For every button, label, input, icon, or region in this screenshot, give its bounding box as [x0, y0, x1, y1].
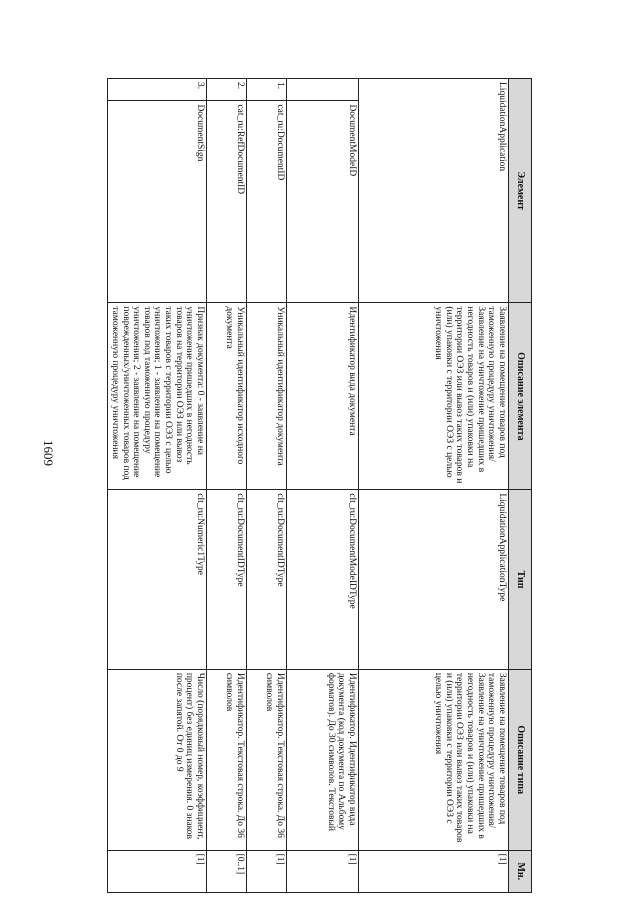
row-element-description: Признак документа: 0 - заявление на уничтожение пришедших в негодность товаров на территории ОЭЗ или вывоз таких товаров с территории ОЭЗ с целью уничтожения; 1 - заявление на помещение товаров под таможенную процедуру уничтожения; 2 - заявление на помещение поврежденных/уничтоженных товаров под таможенную процедуру уничтожения [108, 303, 207, 490]
row-index: 2. [207, 79, 247, 101]
row-multiplicity: [1] [247, 850, 287, 892]
row-type: clt_ru:DocumentIDType [247, 490, 287, 670]
page-number: 1609 [41, 440, 56, 466]
table-header-row [509, 79, 532, 893]
row-index: 1. [247, 79, 287, 101]
header-type-description: Описание типа [509, 669, 532, 850]
row-multiplicity: [1] [359, 850, 509, 892]
header-multiplicity: Мн. [509, 850, 532, 892]
row-index: 3. [108, 79, 207, 101]
row-element: cat_ru:DocumentID [247, 101, 287, 303]
row-multiplicity: [0..1] [207, 850, 247, 892]
row-element-description: Уникальный идентификатор документа [247, 303, 287, 490]
row-type-description: Идентификатор. Текстовая строка. До 36 символов [247, 669, 287, 850]
row-multiplicity: [1] [287, 850, 359, 892]
row-type-description: Число (порядковый номер, коэффициент, процент) без единиц измерения. 0 знаков после запятой. От 0 до 9 [108, 669, 207, 850]
row-element: cat_ru:RefDocumentID [207, 101, 247, 303]
spec-table [107, 78, 532, 893]
row-element-description: Заявление на помещение товаров под таможенную процедуру уничтожения/Заявление на уничтожение пришедших в негодность товаров и (или) упаковки на территории ОЭЗ или вывоз таких товаров и (или) упаковки с территории ОЭЗ с целью уничтожения [359, 303, 509, 490]
row-type-description: Идентификатор. Идентификатор вида документа (код документа по Альбому форматов). До 30 символов. Текстовый [287, 669, 359, 850]
table-row [287, 79, 359, 893]
rotated-table-container [102, 78, 532, 893]
row-type-description: Идентификатор. Текстовая строка. До 36 символов [207, 669, 247, 850]
table-row [108, 79, 207, 893]
row-element: DocumentModeID [287, 101, 359, 303]
table-row [359, 79, 509, 893]
row-element-description: Уникальный идентификатор исходного документа [207, 303, 247, 490]
header-type: Тип [509, 490, 532, 670]
row-type-description: Заявление на помещение товаров под таможенную процедуру уничтожения/Заявление на уничтожение пришедших в негодность товаров и (или) упаковки на территории ОЭЗ или вывоз таких товаров и (или) упаковки с территории ОЭЗ с целью уничтожения [359, 669, 509, 850]
header-element-description: Описание элемента [509, 303, 532, 490]
row-element: LiquidationApplication [359, 79, 509, 303]
table-row [247, 79, 287, 893]
row-element: DocumentSign [108, 101, 207, 303]
row-type: clt_ru:DocumentIDType [207, 490, 247, 670]
header-element: Элемент [509, 79, 532, 303]
table-row [207, 79, 247, 893]
row-type: LiquidationApplicationType [359, 490, 509, 670]
row-multiplicity: [1] [108, 850, 207, 892]
row-index [287, 79, 359, 101]
row-type: clt_ru:DocumentModeIDType [287, 490, 359, 670]
row-type: clt_ru:Numeric1Type [108, 490, 207, 670]
row-element-description: Идентификатор вида документа [287, 303, 359, 490]
